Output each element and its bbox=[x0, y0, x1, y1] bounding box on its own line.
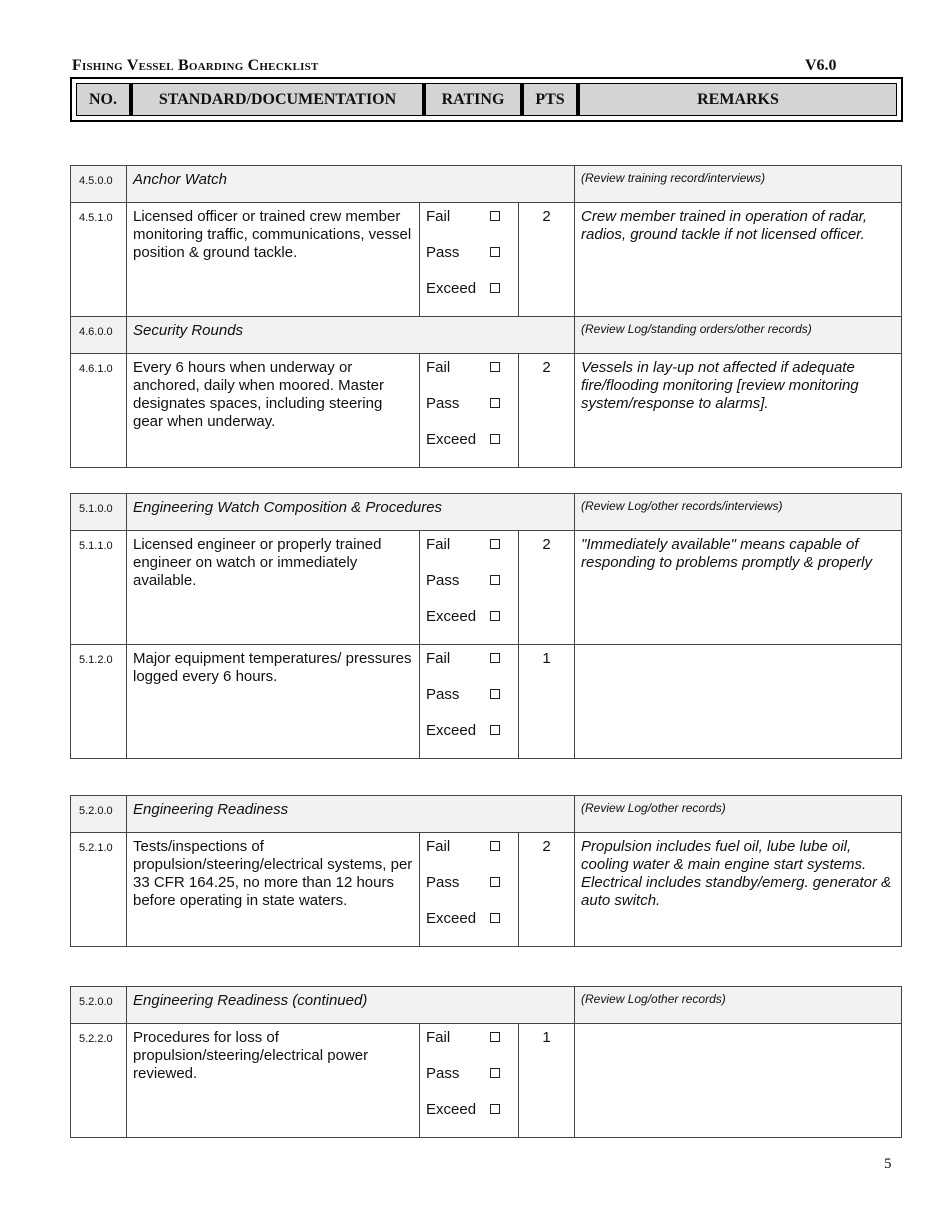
rating-pass-label: Pass bbox=[426, 244, 460, 261]
rating-exceed-label: Exceed bbox=[426, 431, 477, 448]
rating-options bbox=[420, 645, 519, 759]
exceed-checkbox[interactable] bbox=[490, 725, 500, 735]
pass-checkbox[interactable] bbox=[490, 877, 500, 887]
pass-checkbox[interactable] bbox=[490, 247, 500, 257]
checklist-item bbox=[71, 833, 902, 947]
item-standard: Major equipment temperatures/ pressures logged every 6 hours. bbox=[127, 645, 420, 759]
item-points: 2 bbox=[519, 833, 575, 947]
item-points: 1 bbox=[519, 645, 575, 759]
checklist-item bbox=[71, 531, 902, 645]
section-number: 5.2.0.0 bbox=[71, 796, 127, 833]
item-standard: Licensed officer or trained crew member monitoring traffic, communications, vessel position & ground tackle. bbox=[127, 203, 420, 317]
fail-checkbox[interactable] bbox=[490, 1032, 500, 1042]
fail-checkbox[interactable] bbox=[490, 841, 500, 851]
exceed-checkbox[interactable] bbox=[490, 611, 500, 621]
pass-checkbox[interactable] bbox=[490, 398, 500, 408]
rating-pass-label: Pass bbox=[426, 1065, 460, 1082]
item-remarks: Propulsion includes fuel oil, lube lube oil, cooling water & main engine start systems. Electrical includes standby/emerg. generator & auto switch. bbox=[575, 833, 902, 947]
item-standard: Procedures for loss of propulsion/steering/electrical power reviewed. bbox=[127, 1024, 420, 1138]
column-header-bar bbox=[70, 77, 903, 122]
pass-checkbox[interactable] bbox=[490, 575, 500, 585]
checklist-item bbox=[71, 354, 902, 468]
exceed-checkbox[interactable] bbox=[490, 1104, 500, 1114]
item-remarks bbox=[575, 1024, 902, 1138]
section-title: Engineering Readiness bbox=[127, 796, 575, 833]
section-header bbox=[71, 166, 902, 203]
checklist-table bbox=[70, 795, 902, 947]
header-pts: PTS bbox=[520, 84, 576, 115]
section-title: Anchor Watch bbox=[127, 166, 575, 203]
rating-fail-label: Fail bbox=[426, 1029, 451, 1046]
rating-exceed-label: Exceed bbox=[426, 1101, 477, 1118]
item-remarks: Vessels in lay-up not affected if adequate fire/flooding monitoring [review monitoring system/response to alarms]. bbox=[575, 354, 902, 468]
item-points: 2 bbox=[519, 531, 575, 645]
section-note: (Review Log/other records) bbox=[575, 796, 902, 833]
item-number: 5.1.1.0 bbox=[71, 531, 127, 645]
fail-checkbox[interactable] bbox=[490, 539, 500, 549]
item-standard: Tests/inspections of propulsion/steering/electrical systems, per 33 CFR 164.25, no more than 12 hours before operating in state waters. bbox=[127, 833, 420, 947]
checklist-item bbox=[71, 203, 902, 317]
checklist-table bbox=[70, 493, 902, 759]
rating-fail-label: Fail bbox=[426, 359, 451, 376]
page-number: 5 bbox=[884, 1156, 892, 1172]
rating-exceed-label: Exceed bbox=[426, 280, 477, 297]
rating-exceed-label: Exceed bbox=[426, 608, 477, 625]
item-number: 4.6.1.0 bbox=[71, 354, 127, 468]
checklist-table bbox=[70, 165, 902, 468]
section-number: 4.6.0.0 bbox=[71, 317, 127, 354]
rating-options bbox=[420, 833, 519, 947]
section-title: Security Rounds bbox=[127, 317, 575, 354]
section-header bbox=[71, 494, 902, 531]
section-title: Engineering Watch Composition & Procedures bbox=[127, 494, 575, 531]
document-version: V6.0 bbox=[805, 57, 837, 74]
header-standard: STANDARD/DOCUMENTATION bbox=[129, 84, 422, 115]
item-number: 4.5.1.0 bbox=[71, 203, 127, 317]
item-points: 2 bbox=[519, 203, 575, 317]
header-rating: RATING bbox=[422, 84, 520, 115]
rating-options bbox=[420, 531, 519, 645]
rating-options bbox=[420, 354, 519, 468]
item-points: 1 bbox=[519, 1024, 575, 1138]
header-no: NO. bbox=[89, 90, 117, 108]
item-number: 5.2.2.0 bbox=[71, 1024, 127, 1138]
section-note: (Review Log/standing orders/other records) bbox=[575, 317, 902, 354]
rating-fail-label: Fail bbox=[426, 208, 451, 225]
checklist-item bbox=[71, 1024, 902, 1138]
item-standard: Every 6 hours when underway or anchored, daily when moored. Master designates spaces, including steering gear when underway. bbox=[127, 354, 420, 468]
section-number: 5.2.0.0 bbox=[71, 987, 127, 1024]
section-title: Engineering Readiness (continued) bbox=[127, 987, 575, 1024]
section-number: 5.1.0.0 bbox=[71, 494, 127, 531]
exceed-checkbox[interactable] bbox=[490, 283, 500, 293]
document-title: Fishing Vessel Boarding Checklist bbox=[72, 57, 319, 74]
pass-checkbox[interactable] bbox=[490, 689, 500, 699]
item-number: 5.1.2.0 bbox=[71, 645, 127, 759]
rating-pass-label: Pass bbox=[426, 874, 460, 891]
pass-checkbox[interactable] bbox=[490, 1068, 500, 1078]
rating-options bbox=[420, 203, 519, 317]
fail-checkbox[interactable] bbox=[490, 211, 500, 221]
section-note: (Review Log/other records) bbox=[575, 987, 902, 1024]
item-remarks bbox=[575, 645, 902, 759]
section-note: (Review Log/other records/interviews) bbox=[575, 494, 902, 531]
rating-exceed-label: Exceed bbox=[426, 722, 477, 739]
checklist-item bbox=[71, 645, 902, 759]
rating-fail-label: Fail bbox=[426, 650, 451, 667]
section-header bbox=[71, 796, 902, 833]
rating-pass-label: Pass bbox=[426, 686, 460, 703]
section-header bbox=[71, 317, 902, 354]
item-standard: Licensed engineer or properly trained engineer on watch or immediately available. bbox=[127, 531, 420, 645]
section-number: 4.5.0.0 bbox=[71, 166, 127, 203]
item-remarks: "Immediately available" means capable of responding to problems promptly & properly bbox=[575, 531, 902, 645]
fail-checkbox[interactable] bbox=[490, 362, 500, 372]
section-header bbox=[71, 987, 902, 1024]
rating-pass-label: Pass bbox=[426, 395, 460, 412]
fail-checkbox[interactable] bbox=[490, 653, 500, 663]
item-points: 2 bbox=[519, 354, 575, 468]
exceed-checkbox[interactable] bbox=[490, 913, 500, 923]
rating-exceed-label: Exceed bbox=[426, 910, 477, 927]
rating-options bbox=[420, 1024, 519, 1138]
rating-pass-label: Pass bbox=[426, 572, 460, 589]
exceed-checkbox[interactable] bbox=[490, 434, 500, 444]
item-number: 5.2.1.0 bbox=[71, 833, 127, 947]
item-remarks: Crew member trained in operation of radar, radios, ground tackle if not licensed officer. bbox=[575, 203, 902, 317]
rating-fail-label: Fail bbox=[426, 838, 451, 855]
rating-fail-label: Fail bbox=[426, 536, 451, 553]
checklist-table bbox=[70, 986, 902, 1138]
header-remarks: REMARKS bbox=[576, 84, 896, 115]
section-note: (Review training record/interviews) bbox=[575, 166, 902, 203]
